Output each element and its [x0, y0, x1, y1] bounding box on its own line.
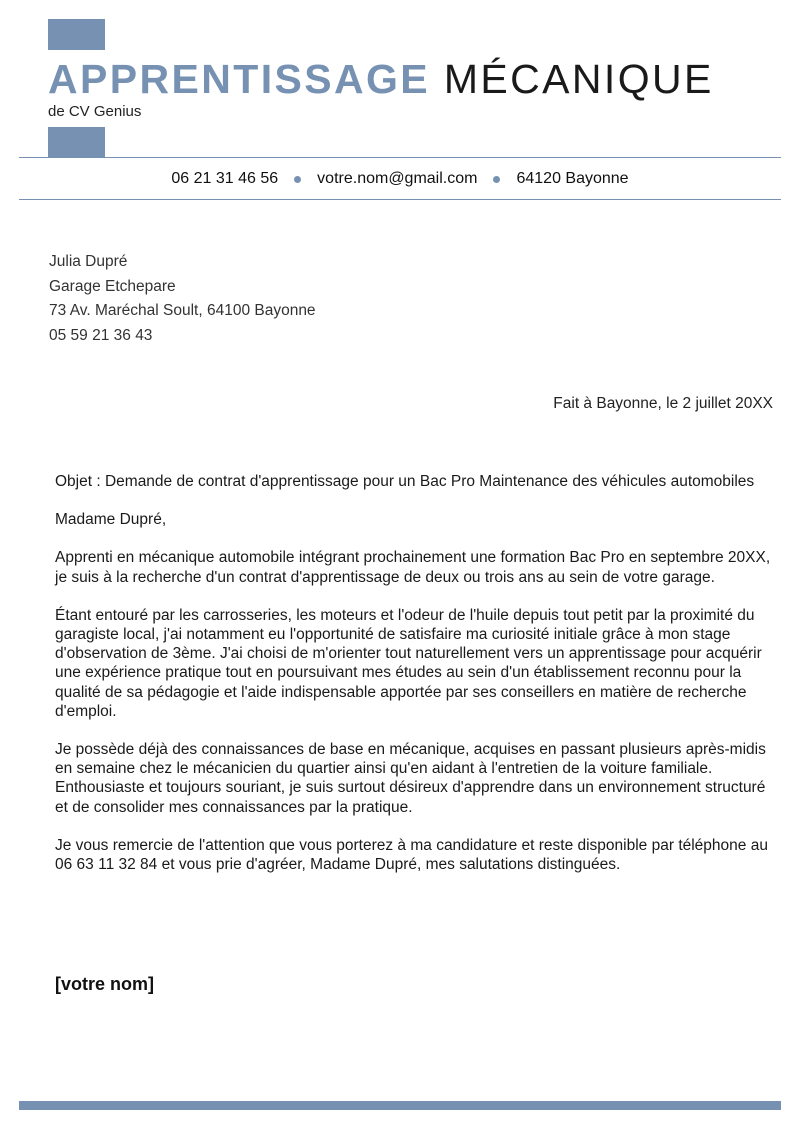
recipient-company: Garage Etchepare [49, 277, 176, 295]
letter-subject: Objet : Demande de contrat d'apprentissage pour un Bac Pro Maintenance des véhicules automobiles [55, 473, 755, 490]
divider-top [19, 157, 781, 158]
divider-bottom [19, 199, 781, 200]
page-title [48, 54, 714, 104]
recipient-block [49, 250, 316, 348]
letter-date: Fait à Bayonne, le 2 juillet 20XX [553, 395, 773, 412]
letter-salutation: Madame Dupré, [55, 511, 167, 529]
contact-bar [19, 168, 781, 190]
footer-bar [19, 1101, 781, 1110]
letter-paragraph: Étant entouré par les carrosseries, les moteurs et l'odeur de l'huile depuis tout petit par la proximité du garagiste local, j'ai notamment eu l'opportunité de satisfaire ma curiosité initiale grâce à mon stage d'observation de 3ème. J'ai choisi de m'orienter tout naturellement vers un apprentissage pour acquérir une expérience pratique tout en poursuivant mes études au sein d'un établissement reconnu pour la qualité de sa pédagogie et l'aide indispensable apportée par ses conseillers en matière de recherche d'emploi. [55, 606, 762, 720]
title-part-2: MÉCANIQUE [443, 56, 714, 102]
recipient-address: 73 Av. Maréchal Soult, 64100 Bayonne [49, 302, 316, 319]
decorative-square-top [48, 19, 105, 50]
letter-paragraph: Je vous remercie de l'attention que vous porterez à ma candidature et reste disponible par téléphone au 06 63 11 32 84 et vous prie d'agréer, Madame Dupré, mes salutations distinguées. [55, 836, 768, 874]
bullet-dot-icon [493, 176, 500, 183]
letter-body [55, 472, 777, 893]
signature: [votre nom] [55, 974, 154, 994]
subtitle: de CV Genius [48, 103, 142, 120]
recipient-phone: 05 59 21 36 43 [49, 326, 153, 344]
letter-paragraph: Apprenti en mécanique automobile intégrant prochainement une formation Bac Pro en septembre 20XX, je suis à la recherche d'un contrat d'apprentissage de deux ou trois ans au sein de votre garage. [55, 549, 771, 586]
recipient-name: Julia Dupré [49, 253, 128, 270]
contact-location: 64120 Bayonne [516, 170, 629, 187]
title-part-1: APPRENTISSAGE [48, 56, 431, 102]
letter-paragraph: Je possède déjà des connaissances de base en mécanique, acquises en passant plusieurs après-midis en semaine chez le mécanicien du quartier ainsi qu'en aidant à l'entretien de la voiture familiale. Enthousiaste et toujours souriant, je suis surtout désireux d'apprendre dans un environnement structuré et de consolider mes connaissances par la pratique. [55, 741, 766, 816]
decorative-square-bottom [48, 127, 105, 157]
contact-phone: 06 21 31 46 56 [171, 170, 279, 187]
contact-email: votre.nom@gmail.com [317, 170, 478, 187]
bullet-dot-icon [294, 176, 301, 183]
